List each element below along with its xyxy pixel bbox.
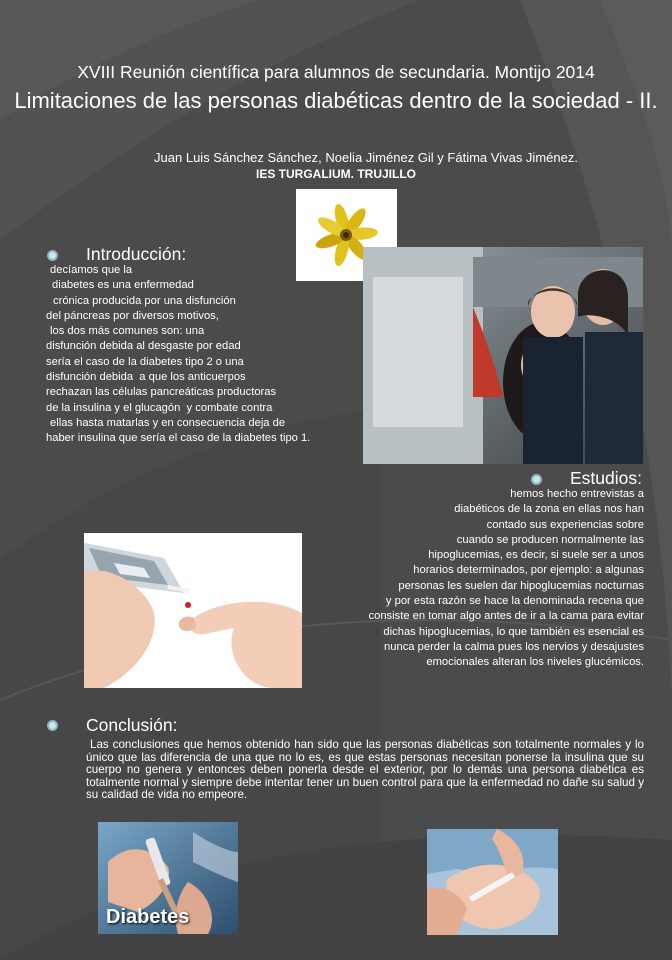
event-title: XVIII Reunión científica para alumnos de secundaria. Montijo 2014 [77, 62, 595, 82]
intro-line: crónica producida por una disfunción [53, 294, 236, 307]
conclusion-heading: Conclusión: [86, 715, 178, 735]
glucose-meter-photo [84, 533, 302, 688]
estudios-line: emocionales alteran los niveles glucémicos. [426, 656, 644, 669]
authors: Juan Luis Sánchez Sánchez, Noelia Jiménez Gil y Fátima Vivas Jiménez. [154, 150, 578, 165]
intro-line: disfunción debida al desgaste por edad [46, 340, 241, 353]
estudios-text [300, 487, 644, 671]
intro-line: sería el caso de la diabetes tipo 2 o una [46, 355, 244, 368]
intro-line: del páncreas por diversos motivos, [46, 309, 219, 322]
intro-line: decíamos que la [50, 264, 133, 276]
intro-line: diabetes es una enfermedad [52, 279, 194, 292]
intro-line: de la insulina y el glucagón y combate contra [46, 401, 273, 414]
estudios-line: hemos hecho entrevistas a [510, 488, 644, 500]
diabetes-badge-text: Diabetes [106, 906, 190, 928]
intro-line: los dos más comunes son: una [50, 325, 205, 338]
estudios-line: consiste en tomar algo antes de ir a la cama para evitar [368, 610, 644, 623]
estudios-line: personas les suelen dar hipoglucemias nocturnas [398, 579, 644, 592]
estudios-line: nunca perder la calma pues los nervios y desajustes [384, 640, 644, 653]
intro-line: ellas hasta matarlas y en consecuencia deja de [50, 416, 286, 429]
estudios-line: hipoglucemias, es decir, si suele ser a unos [428, 549, 644, 562]
intro-line: haber insulina que sería el caso de la diabetes tipo 1. [46, 432, 311, 445]
intro-text [46, 263, 310, 447]
intro-line: rechazan las células pancreáticas productoras [46, 386, 277, 399]
estudios-bullet-icon [531, 474, 542, 485]
estudios-line: contado sus experiencias sobre [486, 518, 644, 531]
estudios-line: y por esta razón se hace la denominada recena que [385, 595, 644, 608]
students-photo [363, 247, 643, 464]
conclusion-bullet-icon [47, 720, 58, 731]
school-name: IES TURGALIUM. TRUJILLO [256, 167, 416, 181]
estudios-line: cuando se producen normalmente las [456, 533, 644, 546]
diabetes-photo [98, 822, 238, 934]
estudios-line: dichas hipoglucemias, lo que también es esencial es [383, 625, 644, 638]
poster-title: Limitaciones de las personas diabéticas dentro de la sociedad - II. [14, 88, 658, 113]
intro-heading: Introducción: [86, 244, 187, 264]
intro-line: disfunción debida a que los anticuerpos [46, 371, 246, 384]
estudios-line: horarios determinados, por ejemplo: a algunas [413, 564, 644, 577]
estudios-line: diabéticos de la zona en ellas nos han [454, 503, 644, 516]
estudios-heading: Estudios: [570, 468, 642, 488]
insulin-injection-photo [427, 829, 558, 935]
intro-bullet-icon [47, 250, 58, 261]
conclusion-text: Las conclusiones que hemos obtenido han sido que las personas diabéticas son totalmente normales y lo único que las diferencia de una que no lo es, es que estas personas necesitan ponerse la insulina que su cuerpo no genera y entonces deben ponerla desde el exterior, por lo demás una persona diabética es totalmente normal y siempre debe intentar tener un buen control para que la enfermedad no dañe su salud y su calidad de vida no empeore. [86, 738, 644, 802]
